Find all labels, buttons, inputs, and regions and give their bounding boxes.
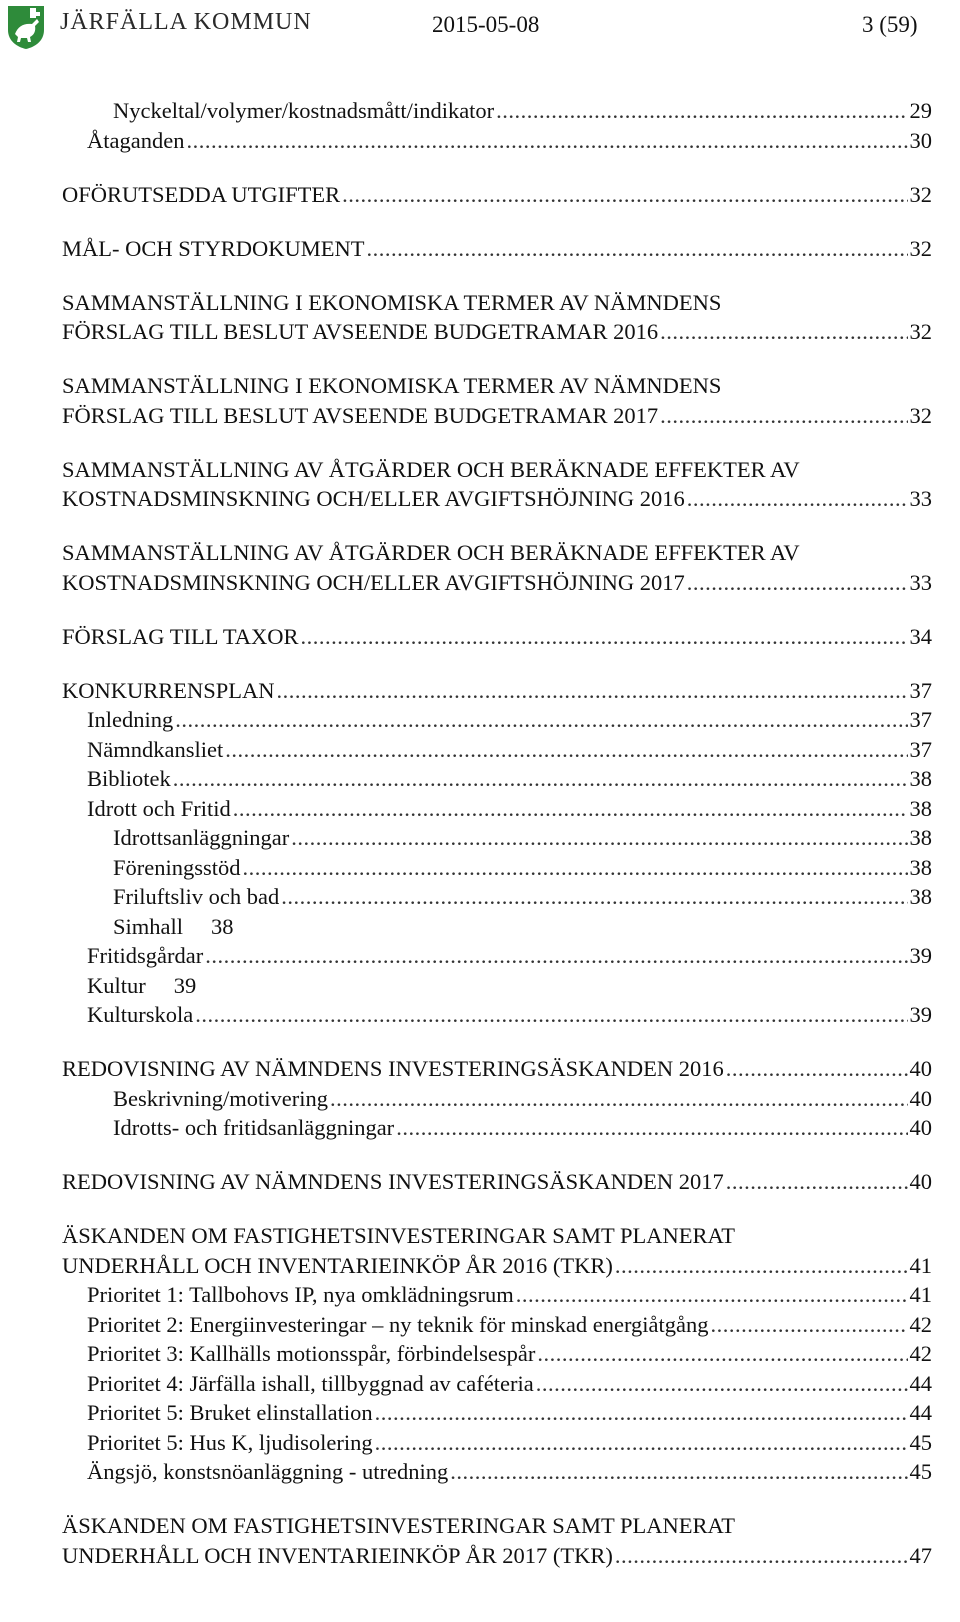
toc-entry[interactable]	[62, 180, 932, 210]
toc-entry-title: Prioritet 5: Hus K, ljudisolering	[87, 1429, 373, 1455]
dot-leader	[225, 735, 907, 765]
toc-entry[interactable]	[87, 1398, 932, 1428]
toc-entry-title: Föreningsstöd	[113, 854, 241, 880]
toc-entry-page: 40	[909, 1169, 932, 1194]
toc-entry[interactable]	[87, 1339, 932, 1369]
toc-entry-page: 42	[909, 1341, 932, 1366]
dot-leader	[660, 401, 907, 431]
dot-leader	[726, 1054, 908, 1084]
toc-entry-title: Nyckeltal/volymer/kostnadsmått/indikator	[113, 98, 495, 123]
dot-leader	[726, 1167, 908, 1197]
toc-entry-title: MÅL- OCH STYRDOKUMENT	[62, 235, 365, 261]
toc-entry-page: 32	[909, 235, 932, 261]
toc-entry[interactable]	[62, 288, 932, 347]
toc-entry-page: 40	[909, 1115, 932, 1140]
toc-entry-page: 38	[211, 913, 234, 939]
toc-entry-page: 37	[909, 707, 932, 732]
dot-leader	[301, 622, 908, 652]
toc-entry-title: Fritidsgårdar	[87, 943, 204, 968]
toc-entry-page: 39	[909, 943, 932, 968]
toc-entry[interactable]	[113, 96, 932, 126]
toc-entry[interactable]	[87, 794, 932, 824]
table-of-contents	[0, 96, 960, 1570]
toc-entry-page: 44	[909, 1370, 932, 1396]
toc-entry-title: Prioritet 3: Kallhälls motionsspår, förbindelsespår	[87, 1341, 536, 1366]
toc-entry-title: OFÖRUTSEDDA UTGIFTER	[62, 181, 341, 207]
toc-entry-page: 29	[909, 98, 932, 123]
toc-entry[interactable]	[62, 1054, 932, 1084]
toc-entry-page: 38	[909, 825, 932, 850]
toc-entry-page: 37	[909, 736, 932, 762]
toc-entry-page: 42	[909, 1311, 932, 1337]
toc-entry-page: 33	[909, 569, 932, 595]
toc-entry-page: 39	[173, 972, 197, 998]
toc-entry[interactable]	[113, 882, 932, 912]
toc-entry[interactable]	[62, 1511, 932, 1570]
toc-entry[interactable]	[62, 455, 932, 514]
dot-leader	[537, 1339, 907, 1369]
dot-leader	[186, 126, 907, 156]
toc-entry-page: 41	[909, 1282, 932, 1307]
dot-leader	[687, 484, 908, 514]
toc-entry-title: REDOVISNING AV NÄMNDENS INVESTERINGSÄSKANDEN 2017	[62, 1169, 724, 1194]
toc-entry-title: Bibliotek	[87, 766, 171, 791]
toc-entry-page: 32	[909, 402, 932, 428]
toc-entry-title-line: ÄSKANDEN OM FASTIGHETSINVESTERINGAR SAMT PLANERAT	[62, 1513, 735, 1538]
toc-entry[interactable]	[62, 1221, 932, 1280]
toc-entry-title-line: SAMMANSTÄLLNING I EKONOMISKA TERMER AV NÄMNDENS	[62, 373, 722, 398]
toc-entry-title: REDOVISNING AV NÄMNDENS INVESTERINGSÄSKANDEN 2016	[62, 1056, 724, 1081]
dot-leader	[243, 853, 908, 883]
dot-leader	[615, 1251, 908, 1281]
toc-entry-page: 45	[909, 1429, 932, 1455]
dot-leader	[205, 941, 907, 971]
toc-entry[interactable]	[87, 1457, 932, 1487]
toc-entry[interactable]	[113, 853, 932, 883]
dot-leader	[516, 1280, 908, 1310]
toc-entry[interactable]	[113, 912, 932, 942]
dot-leader	[615, 1541, 908, 1571]
toc-entry-title: Nämndkansliet	[87, 736, 224, 762]
toc-entry-title-line: ÄSKANDEN OM FASTIGHETSINVESTERINGAR SAMT PLANERAT	[62, 1223, 735, 1248]
dot-leader	[687, 568, 908, 598]
toc-entry-title-line: SAMMANSTÄLLNING I EKONOMISKA TERMER AV NÄMNDENS	[62, 289, 722, 315]
toc-entry[interactable]	[87, 971, 932, 1001]
toc-entry[interactable]	[87, 941, 932, 971]
toc-entry-page: 41	[909, 1252, 932, 1278]
toc-entry[interactable]	[62, 538, 932, 597]
page-header	[0, 0, 960, 60]
dot-leader	[173, 764, 908, 794]
toc-entry[interactable]	[62, 676, 932, 706]
dot-leader	[396, 1113, 907, 1143]
dot-leader	[367, 234, 908, 264]
toc-entry-page: 40	[909, 1056, 932, 1081]
toc-entry-page: 38	[909, 884, 932, 909]
toc-entry-page: 47	[909, 1542, 932, 1568]
toc-entry[interactable]	[87, 1000, 932, 1030]
toc-entry-title: FÖRSLAG TILL BESLUT AVSEENDE BUDGETRAMAR 2016	[62, 319, 659, 344]
toc-entry-title: Friluftsliv och bad	[113, 884, 280, 909]
toc-entry-title-line: SAMMANSTÄLLNING AV ÅTGÄRDER OCH BERÄKNADE EFFEKTER AV	[62, 540, 800, 565]
toc-entry-title: Kulturskola	[87, 1002, 194, 1027]
toc-entry-title: UNDERHÅLL OCH INVENTARIEINKÖP ÅR 2017 (TKR)	[62, 1542, 613, 1568]
toc-entry[interactable]	[87, 1369, 932, 1399]
toc-entry-page: 39	[909, 1002, 932, 1027]
toc-entry[interactable]	[87, 705, 932, 735]
toc-entry-page: 44	[909, 1400, 932, 1425]
toc-entry-title: Prioritet 4: Järfälla ishall, tillbyggnad av caféteria	[87, 1370, 534, 1396]
dot-leader	[711, 1310, 908, 1340]
toc-entry-title: KOSTNADSMINSKNING OCH/ELLER AVGIFTSHÖJNING 2016	[62, 486, 685, 511]
dot-leader	[342, 180, 907, 210]
dot-leader	[536, 1369, 908, 1399]
dot-leader	[660, 317, 907, 347]
toc-entry-title: Idrott och Fritid	[87, 795, 231, 821]
toc-entry-page: 38	[909, 854, 932, 880]
toc-entry[interactable]	[62, 234, 932, 264]
toc-entry-title-line: SAMMANSTÄLLNING AV ÅTGÄRDER OCH BERÄKNADE EFFEKTER AV	[62, 456, 800, 482]
toc-entry[interactable]	[87, 1428, 932, 1458]
toc-entry-title: Prioritet 1: Tallbohovs IP, nya omklädningsrum	[87, 1282, 514, 1307]
toc-entry-page: 32	[909, 181, 932, 207]
municipality-crest-icon	[6, 4, 46, 50]
toc-entry-title: Inledning	[87, 707, 174, 732]
dot-leader	[496, 96, 907, 126]
toc-entry-page: 37	[909, 677, 932, 703]
toc-entry-page: 45	[909, 1459, 932, 1484]
toc-entry-title: KONKURRENSPLAN	[62, 677, 275, 703]
toc-entry-title: Kultur	[87, 972, 146, 998]
toc-entry-title: Simhall	[113, 913, 184, 939]
dot-leader	[281, 882, 907, 912]
toc-entry-title: Prioritet 2: Energiinvesteringar – ny teknik för minskad energiåtgång	[87, 1311, 709, 1337]
toc-entry-page: 40	[909, 1085, 932, 1111]
toc-entry-title: Ängsjö, konstsnöanläggning - utredning	[87, 1459, 449, 1484]
toc-entry-title: Åtaganden	[87, 127, 185, 153]
toc-entry-page: 38	[909, 795, 932, 821]
page-number: 3 (59)	[862, 12, 918, 37]
toc-entry[interactable]	[113, 823, 932, 853]
toc-entry[interactable]	[113, 1113, 932, 1143]
toc-entry[interactable]	[113, 1084, 932, 1114]
dot-leader	[450, 1457, 907, 1487]
toc-entry[interactable]	[87, 1310, 932, 1340]
toc-entry[interactable]	[87, 1280, 932, 1310]
dot-leader	[175, 705, 907, 735]
toc-entry[interactable]	[62, 371, 932, 430]
dot-leader	[375, 1428, 908, 1458]
dot-leader	[291, 823, 907, 853]
toc-entry-page: 33	[909, 486, 932, 511]
toc-entry-page: 30	[909, 127, 932, 153]
toc-entry-title: Idrottsanläggningar	[113, 825, 290, 850]
toc-entry-title: FÖRSLAG TILL TAXOR	[62, 623, 299, 649]
toc-entry-title: Prioritet 5: Bruket elinstallation	[87, 1400, 373, 1425]
toc-entry[interactable]	[87, 126, 932, 156]
toc-entry[interactable]	[87, 764, 932, 794]
toc-entry-page: 32	[909, 319, 932, 344]
toc-entry[interactable]	[62, 622, 932, 652]
toc-entry[interactable]	[87, 735, 932, 765]
toc-entry-title: Idrotts- och fritidsanläggningar	[113, 1115, 395, 1140]
toc-entry-title: UNDERHÅLL OCH INVENTARIEINKÖP ÅR 2016 (TKR)	[62, 1252, 613, 1278]
toc-entry-page: 38	[909, 766, 932, 791]
dot-leader	[195, 1000, 907, 1030]
toc-entry-title: FÖRSLAG TILL BESLUT AVSEENDE BUDGETRAMAR 2017	[62, 402, 659, 428]
dot-leader	[375, 1398, 908, 1428]
toc-entry-page: 34	[909, 623, 932, 649]
dot-leader	[277, 676, 908, 706]
dot-leader	[233, 794, 908, 824]
toc-entry-title: KOSTNADSMINSKNING OCH/ELLER AVGIFTSHÖJNING 2017	[62, 569, 685, 595]
document-date: 2015-05-08	[432, 12, 540, 37]
organization-name: JÄRFÄLLA KOMMUN	[60, 9, 312, 35]
dot-leader	[330, 1084, 908, 1114]
toc-entry-title: Beskrivning/motivering	[113, 1085, 328, 1111]
toc-entry[interactable]	[62, 1167, 932, 1197]
